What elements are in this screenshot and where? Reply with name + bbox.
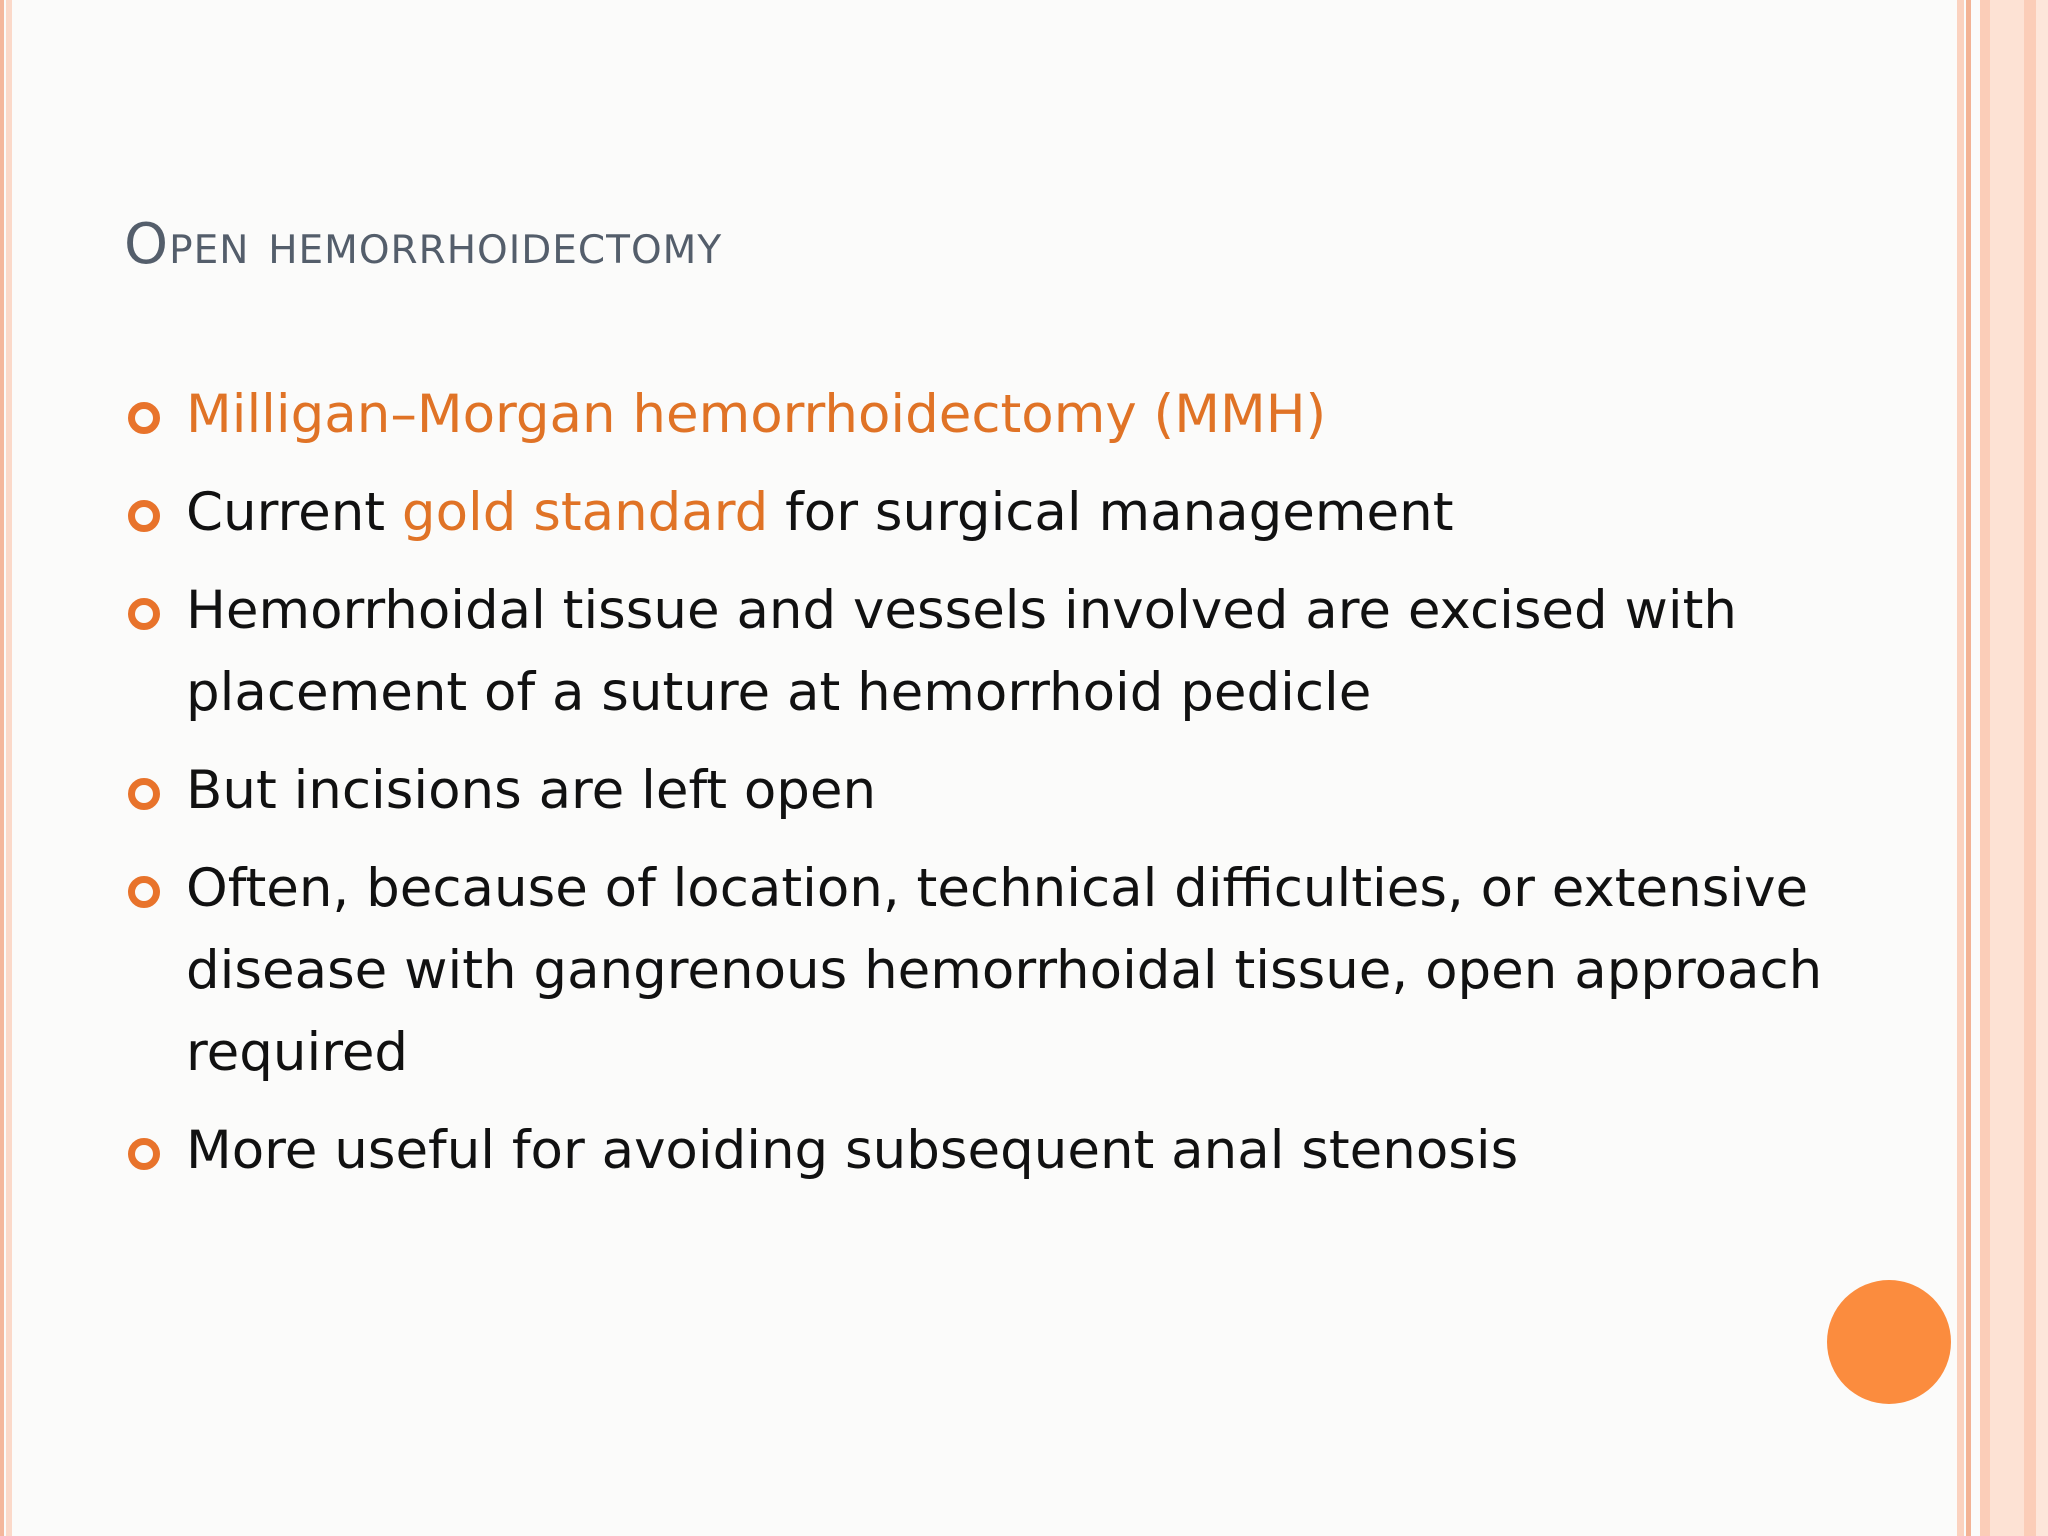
- right-frame-stripe: [1966, 0, 1971, 1536]
- bullet-text: But incisions are left open: [186, 760, 877, 821]
- bullet-highlight: gold standard: [401, 482, 769, 543]
- ring-bullet-icon: [128, 598, 160, 630]
- ring-bullet-icon: [128, 778, 160, 810]
- bullet-text: Often, because of location, technical difficulties, or extensive disease with gangrenous hemorrhoidal tissue, open approach required: [186, 858, 1823, 1083]
- right-frame-stripe: [1990, 0, 2024, 1536]
- right-frame-stripe: [1957, 0, 1964, 1536]
- bullet-text: More useful for avoiding subsequent anal stenosis: [186, 1120, 1519, 1181]
- ring-bullet-icon: [128, 402, 160, 434]
- bullet-text: Hemorrhoidal tissue and vessels involved are excised with placement of a suture at hemorrhoid pedicle: [186, 580, 1737, 723]
- left-frame-stripe-light: [6, 0, 12, 1536]
- bullet-item: [124, 848, 1914, 1094]
- bullet-item: [124, 472, 1914, 554]
- orange-circle-decoration: [1827, 1280, 1951, 1404]
- bullet-item: [124, 750, 1914, 832]
- ring-bullet-icon: [128, 876, 160, 908]
- bullet-text-after: for surgical management: [768, 482, 1454, 543]
- bullet-item: [124, 374, 1914, 456]
- right-frame-stripe: [2036, 0, 2048, 1536]
- slide-title: Open hemorrhoidectomy: [124, 212, 723, 277]
- bullet-text-before: Current: [186, 482, 402, 543]
- right-frame-stripe: [1980, 0, 1990, 1536]
- bullet-item: [124, 570, 1914, 734]
- bullet-list: [124, 374, 1914, 1208]
- bullet-text: Milligan–Morgan hemorrhoidectomy (MMH): [186, 384, 1327, 445]
- bullet-item: [124, 1110, 1914, 1192]
- right-frame-stripe: [2024, 0, 2036, 1536]
- ring-bullet-icon: [128, 500, 160, 532]
- ring-bullet-icon: [128, 1138, 160, 1170]
- left-frame-stripe: [0, 0, 4, 1536]
